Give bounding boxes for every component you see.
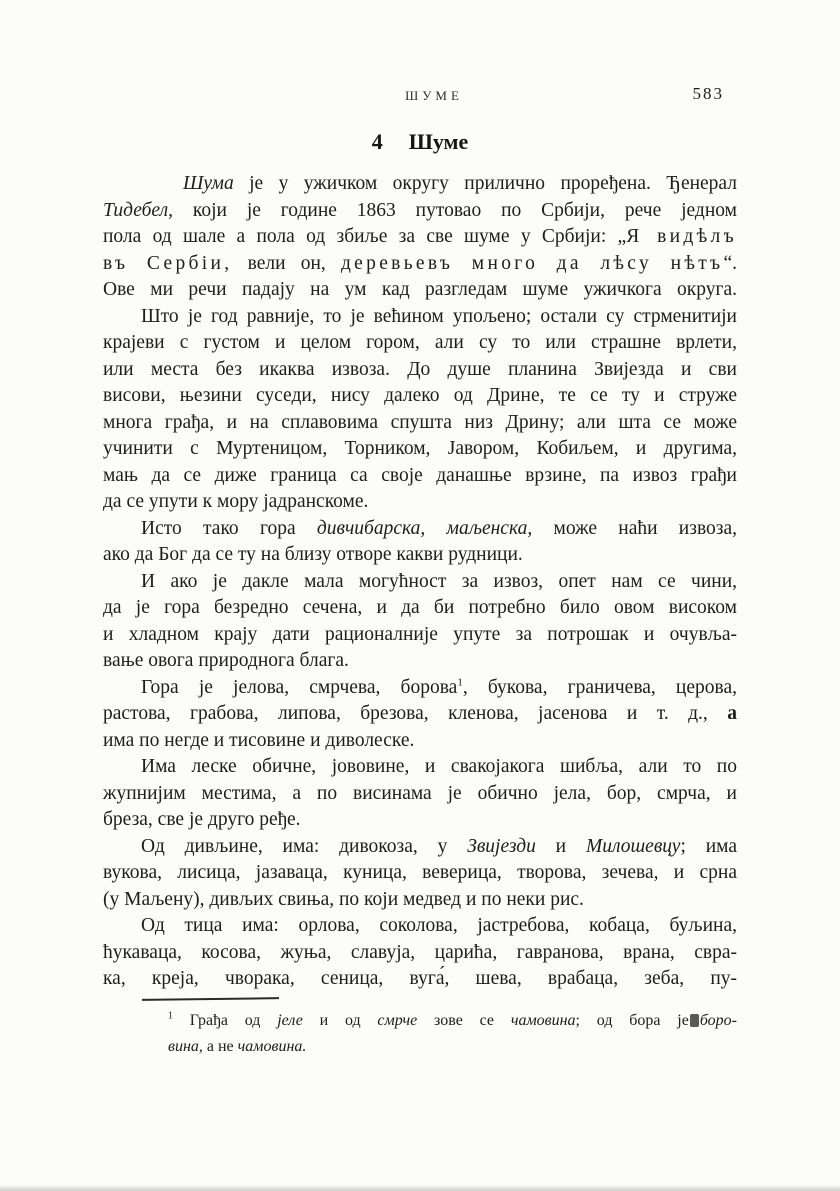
scan-bottom-edge-shadow	[0, 1185, 840, 1191]
text-segment: крајеви с густом и целом гором, али су то или страшне врлети,	[103, 332, 737, 353]
text-line	[103, 648, 737, 675]
text-line	[103, 171, 737, 198]
text-segment: Тидебел,	[103, 199, 173, 221]
text-line	[103, 834, 737, 861]
page-body-text	[103, 171, 737, 993]
text-segment: Ове ми речи падају на ум кад разгледам шуме ужичкога округа.	[103, 279, 737, 300]
text-segment: да се упути к мору јадранскоме.	[103, 491, 369, 512]
text-segment: а	[727, 703, 737, 724]
text-segment: и од	[302, 1012, 378, 1029]
text-line	[103, 489, 737, 516]
paragraph	[103, 913, 737, 993]
text-segment: жупнијим местима, а по висинама је обично јела, бор, смрча, и	[103, 782, 737, 804]
text-segment: , букова, граничева, церова,	[462, 676, 737, 698]
text-segment: чамовина	[510, 1012, 576, 1029]
text-line	[103, 516, 737, 543]
text-segment: пола од шале а пола од збиље за све шуме у Србији: „	[103, 226, 627, 247]
paragraph	[103, 304, 737, 516]
footnote-separator-rule	[142, 997, 279, 1001]
text-line	[103, 224, 737, 251]
text-segment: и	[535, 835, 586, 857]
text-line	[103, 701, 737, 728]
text-segment: бреза, све је друго ређе.	[103, 809, 301, 830]
text-segment: вукова, лисица, јазаваца, куница, веверица, творова, зечева, и срна	[103, 862, 737, 883]
text-line	[103, 595, 737, 622]
text-segment: боро-	[699, 1012, 737, 1029]
text-segment: Я видѣлъ	[626, 226, 737, 247]
text-line	[103, 569, 737, 596]
paragraph	[103, 569, 737, 675]
paragraph	[103, 675, 737, 755]
text-line	[103, 410, 737, 437]
text-line	[103, 277, 737, 304]
text-line	[103, 913, 737, 940]
text-segment: је у ужичком округу прилично проређена. Ђенерал	[233, 173, 737, 194]
text-segment: ћукаваца, косова, жуња, славуја, царића, гавранова, врана, свра-	[103, 941, 737, 963]
text-line	[103, 940, 737, 967]
text-segment: Има леске обичне, јововине, и свакојакога шибља, али то по	[141, 756, 737, 777]
text-line	[103, 542, 737, 569]
text-segment: има по негде и тисовине и диволеске.	[103, 729, 415, 751]
text-line	[103, 966, 737, 993]
text-segment: а не	[202, 1038, 238, 1055]
text-segment: многа грађа, и на сплавовима спушта низ Дрину; али шта се може	[103, 411, 737, 433]
text-segment: мањ да се диже граница са своје данашње врзине, па извоз грађи	[103, 464, 737, 486]
text-segment: може наћи извоза,	[532, 517, 738, 539]
text-segment: Од тица има: орлова, соколова, јастребова, кобаца, буљина,	[141, 915, 737, 936]
text-line	[103, 330, 737, 357]
text-segment: вели он,	[232, 252, 341, 274]
text-segment: растова, грабова, липова, брезова, кленова, јасенова и т. д.,	[103, 703, 728, 724]
text-line	[103, 675, 737, 702]
text-segment: Грађа од	[173, 1012, 278, 1029]
paragraph	[103, 516, 737, 569]
text-line	[103, 304, 737, 331]
text-segment: Што је год равније, то је већином упољено; остали су стрменитији	[141, 305, 737, 327]
text-segment: ако да Бог да се ту на близу отворе какви рудници.	[103, 544, 523, 565]
text-line	[103, 622, 737, 649]
text-segment: ; од бора је	[575, 1012, 689, 1029]
text-line	[103, 251, 737, 278]
text-line	[103, 383, 737, 410]
text-line	[103, 463, 737, 490]
text-segment: Гора је јелова, смрчева, борова	[141, 676, 458, 698]
text-segment: висови, њезини суседи, нису далеко од Дрине, те се ту и струже	[103, 385, 737, 406]
text-segment: учинити с Муртеницом, Торником, Јавором, Кобиљем, и другима,	[103, 438, 737, 459]
section-title: Шуме	[408, 129, 469, 154]
text-segment: смрче	[377, 1012, 418, 1029]
text-segment: дивчибарска, маљенска,	[316, 517, 533, 539]
text-segment: “.	[723, 252, 737, 274]
text-segment: и хладном крају дати рационалније упуте за потрошак и очувља-	[103, 623, 737, 645]
footnote-marker: 1	[457, 676, 463, 688]
text-segment: који је године 1863 путовао по Србији, рече једном	[172, 199, 737, 221]
paragraph	[103, 171, 737, 304]
text-line	[103, 198, 737, 225]
paragraph	[103, 754, 737, 834]
section-number: 4	[371, 129, 383, 154]
text-line	[103, 728, 737, 755]
text-segment: Од дивљине, има: дивокоза, у	[141, 835, 468, 857]
text-segment: И ако је дакле мала могућност за извоз, опет нам се чини,	[141, 570, 737, 592]
text-line	[103, 436, 737, 463]
footnote-marker: 1	[168, 1010, 173, 1022]
paragraph	[103, 834, 737, 914]
text-segment: вање овога природнога блага.	[103, 650, 349, 671]
footnote	[168, 1008, 737, 1060]
text-segment: ка, креја, чворака, сеница, вуга́, шева, врабаца, зеба, пу-	[103, 968, 737, 989]
text-segment: вина,	[168, 1038, 203, 1055]
text-segment: да је гора безредно сечена, и да би потребно било овом високом	[103, 597, 737, 618]
page-number: 583	[692, 84, 724, 103]
text-line	[103, 754, 737, 781]
text-segment: Звијезди	[467, 835, 536, 857]
text-line	[103, 860, 737, 887]
text-segment: Милошевцу	[585, 835, 681, 857]
text-segment: чамовина.	[237, 1038, 307, 1055]
text-line	[168, 1008, 737, 1034]
text-segment: јеле	[277, 1012, 303, 1029]
section-heading	[0, 129, 840, 155]
text-segment: въ Сербіи,	[103, 252, 233, 274]
text-line	[103, 781, 737, 808]
text-line	[103, 887, 737, 914]
text-line	[168, 1034, 737, 1060]
text-segment: или места без икаква извоза. До душе планина Звијезда и сви	[103, 358, 737, 380]
ink-blot-artifact	[690, 1014, 699, 1027]
text-segment: деревьевъ много да лѣсу нѣтъ	[340, 252, 724, 274]
text-segment: Шума	[183, 173, 234, 194]
running-header: ШУМЕ	[405, 88, 463, 103]
text-segment: Исто тако гора	[141, 517, 317, 539]
text-line	[103, 807, 737, 834]
text-segment: (у Маљену), дивљих свиња, по који медвед и по неки рис.	[103, 888, 584, 910]
text-line	[103, 357, 737, 384]
text-segment: зове се	[417, 1012, 511, 1029]
text-segment: ; има	[680, 835, 737, 857]
